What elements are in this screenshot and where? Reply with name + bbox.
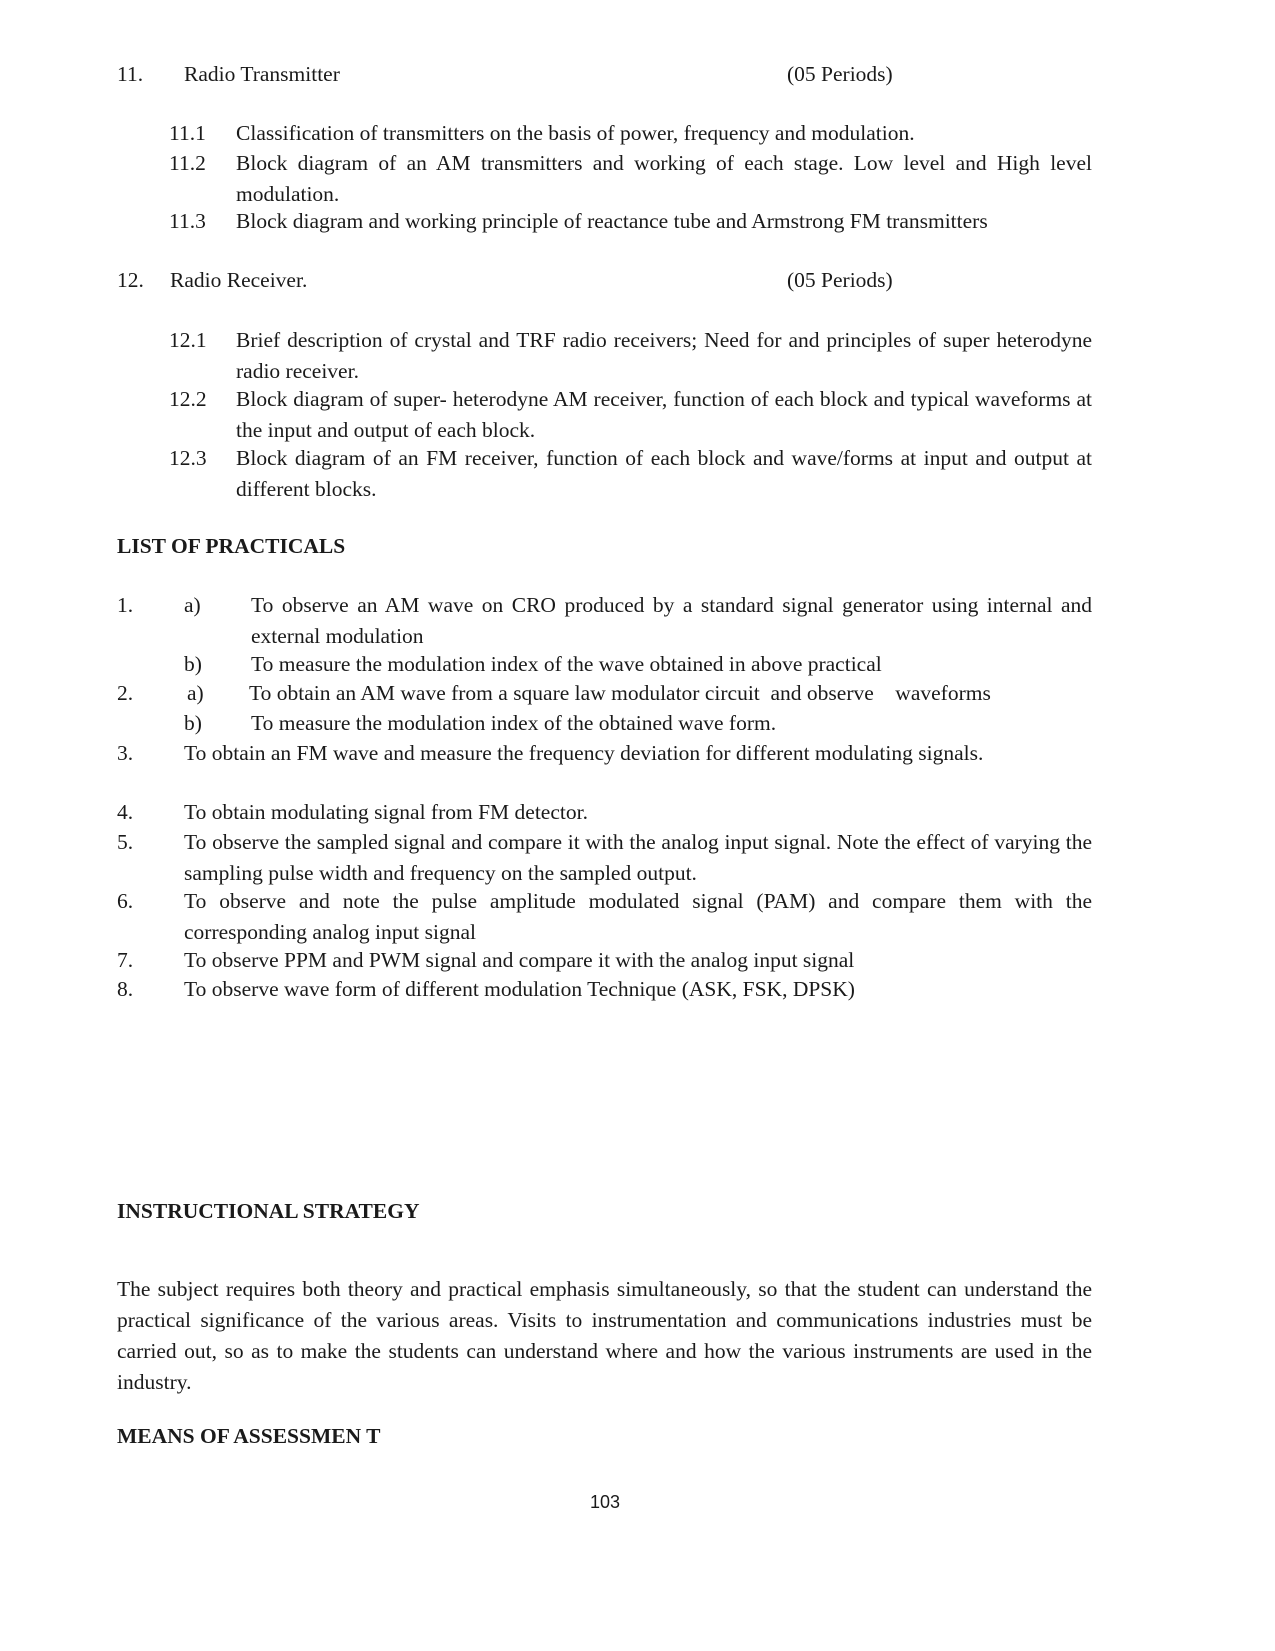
subitem-text: Classification of transmitters on the basis of power, frequency and modulation. xyxy=(236,121,915,145)
practical-sub-text: To observe an AM wave on CRO produced by a standard signal generator using internal and external modulation xyxy=(251,593,1092,648)
practical-number: 6. xyxy=(117,889,134,913)
subitem-text: Brief description of crystal and TRF radio receivers; Need for and principles of super heterodyne radio receiver. xyxy=(236,328,1092,383)
practical-text: To observe and note the pulse amplitude modulated signal (PAM) and compare them with the corresponding analog input signal xyxy=(184,889,1092,944)
practicals-heading: LIST OF PRACTICALS xyxy=(117,534,346,558)
subitem-number: 12.3 xyxy=(169,446,207,470)
practical-number: 4. xyxy=(117,800,134,824)
practical-number: 7. xyxy=(117,948,134,972)
subitem-number: 11.1 xyxy=(169,121,206,145)
subitem-number: 11.3 xyxy=(169,209,206,233)
practical-sub-text: To obtain an AM wave from a square law modulator circuit and observe waveforms xyxy=(249,681,991,705)
section-12-title: Radio Receiver. xyxy=(170,268,308,292)
section-12-periods: (05 Periods) xyxy=(787,268,893,292)
subitem-text: Block diagram of an FM receiver, function of each block and wave/forms at input and output at different blocks. xyxy=(236,446,1092,501)
section-11-title: Radio Transmitter xyxy=(184,62,340,86)
practical-number: 1. xyxy=(117,593,134,617)
practical-number: 5. xyxy=(117,830,134,854)
page-number: 103 xyxy=(589,1492,621,1512)
practical-sub-label: a) xyxy=(187,681,204,705)
practical-sub-text: To measure the modulation index of the obtained wave form. xyxy=(251,711,777,735)
practical-number: 3. xyxy=(117,741,134,765)
practical-number: 2. xyxy=(117,681,134,705)
subitem-text: Block diagram and working principle of reactance tube and Armstrong FM transmitters xyxy=(236,209,988,233)
practical-sub-label: b) xyxy=(184,652,202,676)
subitem-number: 11.2 xyxy=(169,151,206,175)
practical-sub-text: To measure the modulation index of the wave obtained in above practical xyxy=(251,652,882,676)
subitem-text: Block diagram of super- heterodyne AM receiver, function of each block and typical waveforms at the input and output of each block. xyxy=(236,387,1092,442)
practical-sub-label: b) xyxy=(184,711,202,735)
practical-text: To obtain an FM wave and measure the frequency deviation for different modulating signals. xyxy=(184,741,984,765)
practical-text: To observe the sampled signal and compare it with the analog input signal. Note the effect of varying the sampling pulse width and frequency on the sampled output. xyxy=(184,830,1092,885)
practical-text: To observe PPM and PWM signal and compare it with the analog input signal xyxy=(184,948,855,972)
instructional-strategy-heading: INSTRUCTIONAL STRATEGY xyxy=(117,1199,420,1223)
practical-text: To obtain modulating signal from FM detector. xyxy=(184,800,588,824)
section-11-periods: (05 Periods) xyxy=(787,62,893,86)
practical-sub-label: a) xyxy=(184,593,201,617)
subitem-text: Block diagram of an AM transmitters and working of each stage. Low level and High level modulation. xyxy=(236,151,1092,206)
instructional-strategy-paragraph: The subject requires both theory and practical emphasis simultaneously, so that the student can understand the practical significance of the various areas. Visits to instrumentation and communications industries must be carried out, so as to make the students can understand where and how the various instruments are used in the industry. xyxy=(117,1277,1092,1394)
section-12-number: 12. xyxy=(117,268,144,292)
practical-number: 8. xyxy=(117,977,134,1001)
subitem-number: 12.2 xyxy=(169,387,207,411)
subitem-number: 12.1 xyxy=(169,328,207,352)
practical-text: To observe wave form of different modulation Technique (ASK, FSK, DPSK) xyxy=(184,977,855,1001)
section-11-number: 11. xyxy=(117,62,144,86)
assessment-heading: MEANS OF ASSESSMEN T xyxy=(117,1424,381,1448)
